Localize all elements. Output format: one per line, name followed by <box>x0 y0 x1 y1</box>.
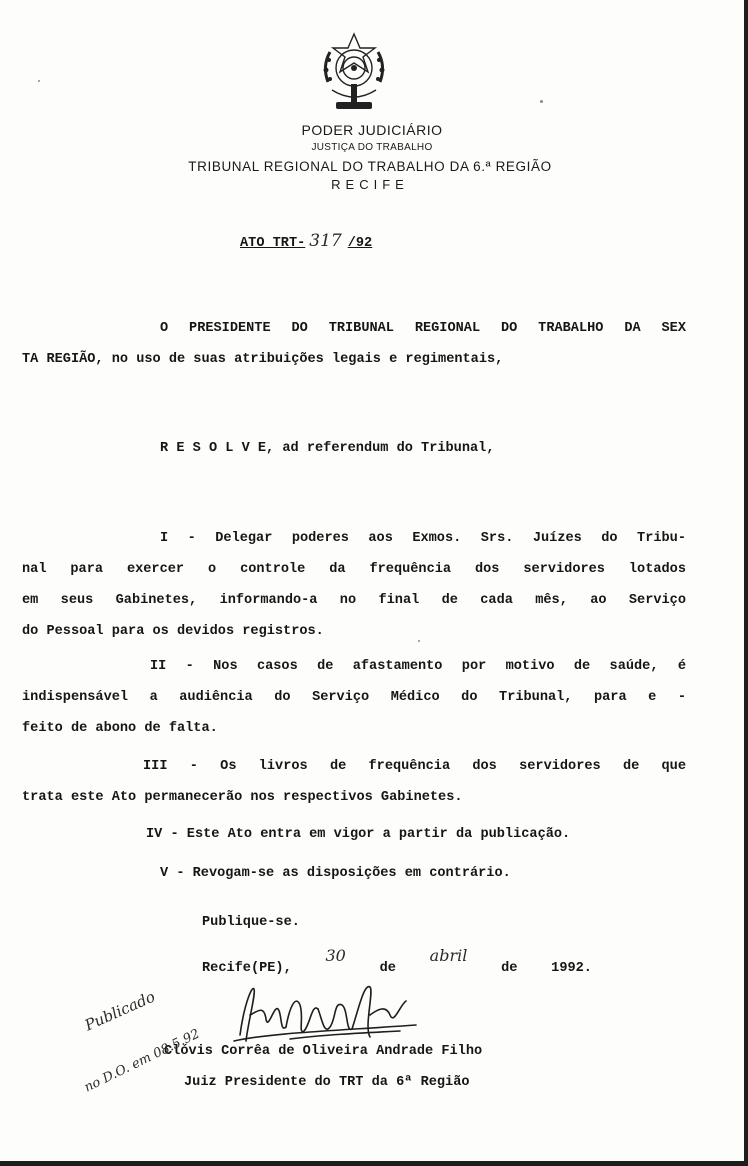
article-ii-line-1: II - Nos casos de afastamento por motivo de saúde, é <box>150 659 686 674</box>
header-line-labor-justice: JUSTIÇA DO TRABALHO <box>311 142 433 153</box>
preamble-line-2: TA REGIÃO, no uso de suas atribuições legais e regimentais, <box>22 352 504 367</box>
article-iii-line-2: trata este Ato permanecerão nos respectivos Gabinetes. <box>22 790 463 805</box>
act-year: /92 <box>347 236 373 251</box>
signer-name: Clóvis Corrêa de Oliveira Andrade Filho <box>164 1044 483 1059</box>
article-i-line-4: do Pessoal para os devidos registros. <box>22 624 324 639</box>
signer-title: Juiz Presidente do TRT da 6ª Região <box>184 1075 470 1090</box>
header-line-tribunal: TRIBUNAL REGIONAL DO TRABALHO DA 6.ª REGIÃO <box>188 159 552 174</box>
place: Recife(PE), <box>202 961 292 976</box>
act-title <box>240 232 372 253</box>
article-i-line-3: em seus Gabinetes, informando-a no final de cada mês, ao Serviço <box>22 593 686 608</box>
article-iv: IV - Este Ato entra em vigor a partir da publicação. <box>146 827 571 842</box>
publish-line: Publique-se. <box>202 915 300 930</box>
scan-bottom-edge <box>0 1161 748 1166</box>
resolve-line <box>160 440 494 458</box>
paper-speck <box>540 100 543 103</box>
resolve-word: R E S O L V E, <box>160 441 275 456</box>
paper-speck <box>418 640 420 642</box>
month-handwritten: abril <box>429 946 468 965</box>
header-line-judiciary: PODER JUDICIÁRIO <box>301 122 443 138</box>
article-ii-line-2: indispensável a audiência do Serviço Médico do Tribunal, para e - <box>22 690 686 705</box>
date-year: de 1992. <box>501 961 592 976</box>
national-coat-of-arms-emblem <box>318 30 390 116</box>
article-i-line-1: I - Delegar poderes aos Exmos. Srs. Juízes do Tribu- <box>160 531 686 546</box>
handwritten-note-published: Publicado <box>82 987 158 1035</box>
article-iii-line-1: III - Os livros de frequência dos servidores de que <box>143 759 686 774</box>
handwritten-note-gazette-date: no D.O. em 08.5.92 <box>82 1026 203 1096</box>
date-connector: de <box>379 961 396 976</box>
scan-right-edge <box>744 0 748 1166</box>
article-v: V - Revogam-se as disposições em contrário. <box>160 866 511 881</box>
act-number-handwritten: 317 <box>309 231 342 251</box>
resolve-rest: ad referendum do Tribunal, <box>274 441 495 456</box>
article-ii-line-3: feito de abono de falta. <box>22 721 218 736</box>
article-i-line-2: nal para exercer o controle da frequência dos servidores lotados <box>22 562 686 577</box>
day-handwritten: 30 <box>325 946 346 965</box>
header-line-city: RECIFE <box>331 177 409 192</box>
preamble-line-1: O PRESIDENTE DO TRIBUNAL REGIONAL DO TRABALHO DA SEX <box>160 321 686 336</box>
act-prefix: ATO TRT- <box>240 236 306 251</box>
paper-speck <box>38 80 40 82</box>
